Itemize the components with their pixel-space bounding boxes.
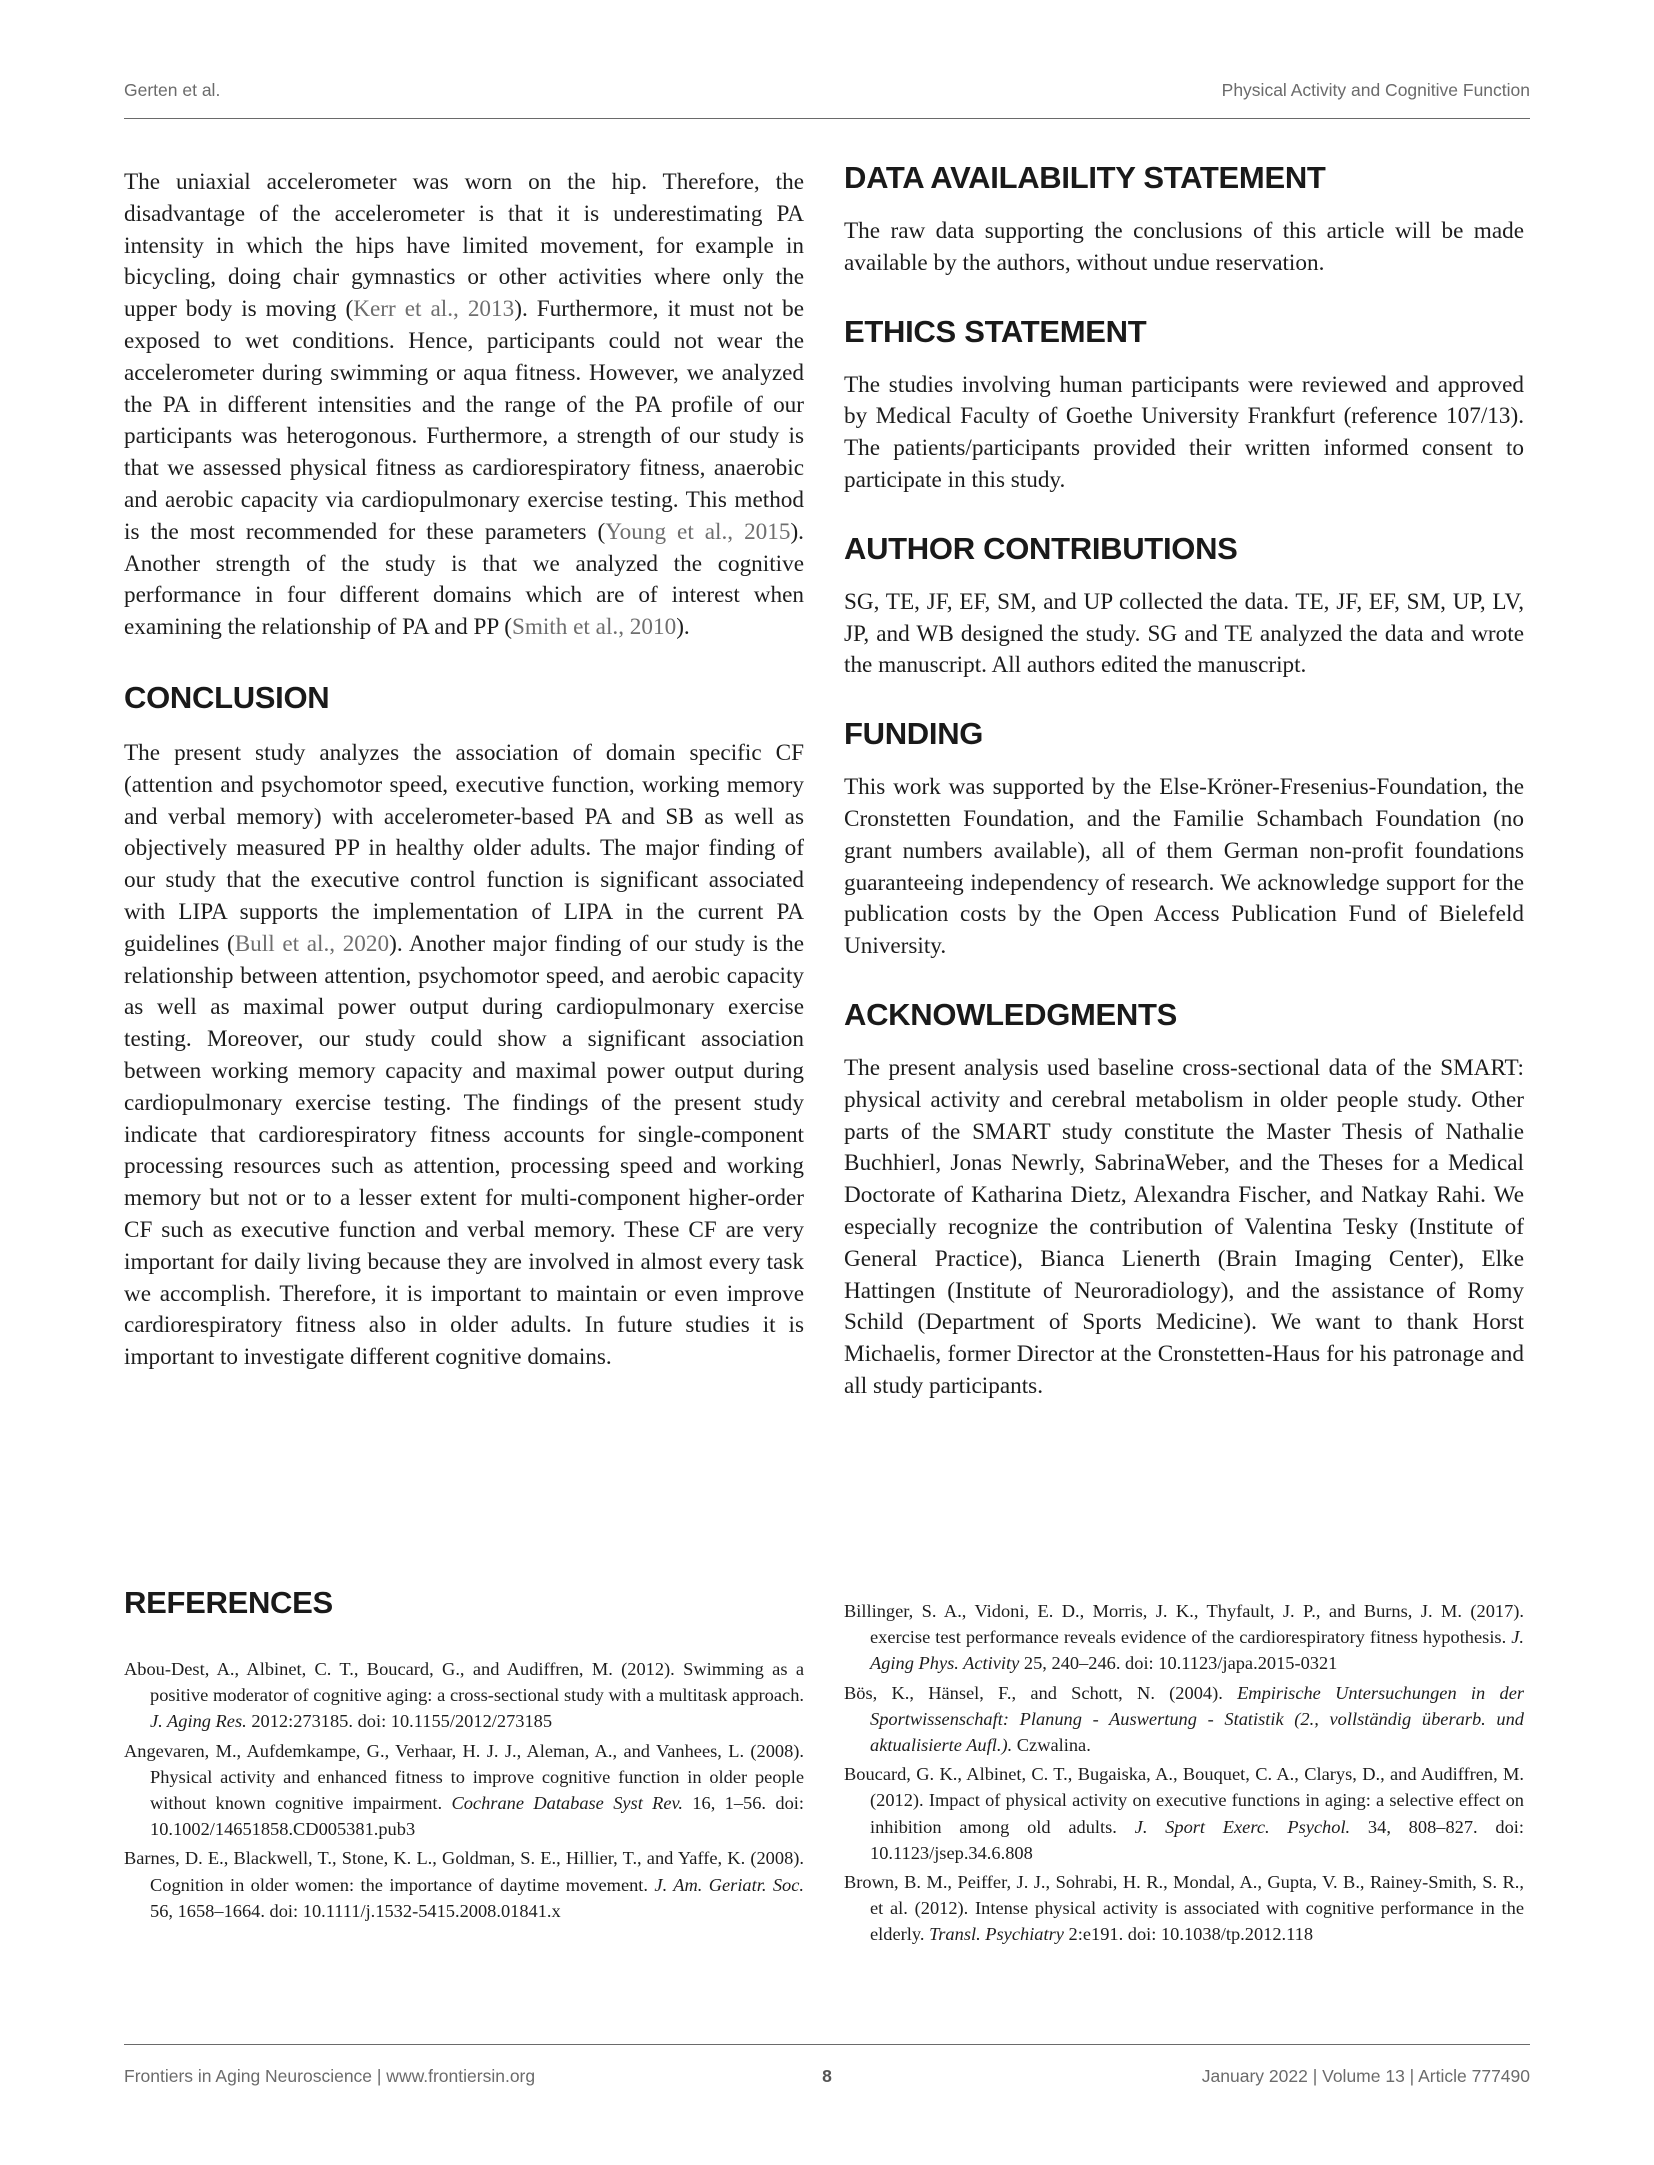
text-run: ). Another strength of the study is that we analyzed the cognitive performance in four different domains which are of interest when examining the relationship of PA and PP ( xyxy=(124,518,804,641)
conclusion-paragraph xyxy=(124,738,804,1374)
data-availability-paragraph: The raw data supporting the conclusions of this article will be made available by the authors, without undue reservation. xyxy=(844,218,1524,276)
ref-text: Brown, B. M., Peiffer, J. J., Sohrabi, H. R., Mondal, A., Gupta, V. B., Rainey-Smith, S. R., et al. (2012). Intense physical activity is associated with cognitive performance in the elderly. xyxy=(844,1872,1524,1945)
ref-text: Barnes, D. E., Blackwell, T., Stone, K. L., Goldman, S. E., Hillier, T., and Yaffe, K. (2008). Cognition in older women: the importance of daytime movement. xyxy=(124,1848,804,1895)
reference-entry xyxy=(844,1680,1524,1759)
citation-link[interactable]: Smith et al., 2010 xyxy=(511,614,677,641)
reference-entry xyxy=(124,1845,804,1924)
reference-entry xyxy=(844,1598,1524,1677)
ref-journal: Cochrane Database Syst Rev. xyxy=(451,1793,683,1814)
acknowledgments-paragraph: The present analysis used baseline cross-sectional data of the SMART: physical activity and cerebral metabolism in older people study. Other parts of the SMART study constitute the Master Thesis of Nathalie Buchhierl, Jonas Newrly, SabrinaWeber, and the Theses for a Medical Doctorate of Katharina Dietz, Alexandra Fischer, and Natkay Rahi. We especially recognize the contribution of Valentina Tesky (Institute of General Practice), Bianca Lienerth (Brain Imaging Center), Elke Hattingen (Institute of Neuroradiology), and the assistance of Romy Schild (Department of Sports Medicine). We want to thank Horst Michaelis, former Director at the Cronstetten-Haus for his patronage and all study participants. xyxy=(844,1054,1524,1399)
text-run: The present study analyzes the association of domain specific CF (attention and psychomotor speed, executive function, working memory and verbal memory) with accelerometer-based PA and SB as well as objectively measured PP in healthy older adults. The major finding of our study that the executive control function is significant associated with LIPA supports the implementation of LIPA in the current PA guidelines ( xyxy=(124,739,804,957)
running-header xyxy=(124,78,1530,102)
ref-journal: Empirische Untersuchungen in der Sportwissenschaft: Planung - Auswertung - Statistik (2., vollständig überarb. und aktualisierte Aufl.). xyxy=(870,1682,1525,1756)
footer-journal-link[interactable]: Frontiers in Aging Neuroscience | www.frontiersin.org xyxy=(124,2065,536,2086)
ref-journal: J. Am. Geriatr. Soc. xyxy=(654,1874,804,1895)
section-heading-ethics: ETHICS STATEMENT xyxy=(844,313,1147,349)
limitations-paragraph xyxy=(124,167,804,644)
footer-issue-info: January 2022 | Volume 13 | Article 777490 xyxy=(1201,2065,1530,2086)
footer-rule xyxy=(124,2044,1530,2045)
ref-text: Billinger, S. A., Vidoni, E. D., Morris, J. K., Thyfault, J. P., and Burns, J. M. (2017). exercise test performance reveals evidence of the cardiorespiratory fitness hypothesis. xyxy=(844,1601,1524,1648)
ref-doi: 56, 1658–1664. doi: 10.1111/j.1532-5415.2008.01841.x xyxy=(150,1900,561,1921)
section-heading-data-availability: DATA AVAILABILITY STATEMENT xyxy=(844,160,1326,195)
funding-paragraph: This work was supported by the Else-Kröner-Fresenius-Foundation, the Cronstetten Foundation, and the Familie Schambach Foundation (no grant numbers available), all of them German non-profit foundations guaranteeing independency of research. We acknowledge support for the publication costs by the Open Access Publication Fund of Bielefeld University. xyxy=(844,774,1524,960)
text-run: ). Furthermore, it must not be exposed to wet conditions. Hence, participants could not wear the accelerometer during swimming or aqua fitness. However, we analyzed the PA in different intensities and the range of the PA profile of our participants was heterogonous. Furthermore, a strength of our study is that we assessed physical fitness as cardiorespiratory fitness, anaerobic and aerobic capacity via cardiopulmonary exercise testing. This method is the most recommended for these parameters ( xyxy=(124,296,804,545)
ethics-paragraph: The studies involving human participants were reviewed and approved by Medical Faculty of Goethe University Frankfurt (reference 107/13). The patients/participants provided their written informed consent to participate in this study. xyxy=(844,371,1524,493)
ref-text: Angevaren, M., Aufdemkampe, G., Verhaar, H. J. J., Aleman, A., and Vanhees, L. (2008). Physical activity and enhanced fitness to improve cognitive function in older people without known cognitive impairment. xyxy=(124,1740,804,1814)
citation-link[interactable]: Bull et al., 2020 xyxy=(234,930,390,957)
left-column xyxy=(124,167,804,1374)
ref-doi: 25, 240–246. doi: 10.1123/japa.2015-0321 xyxy=(1019,1653,1338,1674)
text-run: ). Another major finding of our study is the relationship between attention, psychomotor speed, and aerobic capacity as well as maximal power output during cardiopulmonary exercise testing. Moreover, our study could show a significant association between working memory capacity and maximal power output during cardiopulmonary exercise testing. The findings of the present study indicate that cardiorespiratory fitness accounts for single-component processing resources such as attention, processing speed and working memory but not or to a lesser extent for multi-component higher-order CF such as executive function and verbal memory. These CF are very important for daily living because they are involved in almost every task we accomplish. Therefore, it is important to maintain or even improve cardiorespiratory fitness also in older adults. In future studies it is important to investigate different cognitive domains. xyxy=(124,930,804,1371)
references-right-column xyxy=(844,1598,1524,1951)
section-heading-references: REFERENCES xyxy=(124,1585,333,1620)
ref-doi: 2:e191. doi: 10.1038/tp.2012.118 xyxy=(1063,1924,1314,1945)
ref-text: Bös, K., Hänsel, F., and Schott, N. (2004). xyxy=(844,1682,1238,1703)
section-heading-funding: FUNDING xyxy=(844,716,984,752)
reference-entry xyxy=(844,1761,1524,1866)
page-number: 8 xyxy=(822,2065,832,2086)
author-contributions-paragraph: SG, TE, JF, EF, SM, and UP collected the data. TE, JF, EF, SM, UP, LV, JP, and WB designed the study. SG and TE analyzed the data and wrote the manuscript. All authors edited the manuscript. xyxy=(844,588,1524,679)
citation-link[interactable]: Young et al., 2015 xyxy=(605,518,791,545)
section-heading-conclusion: CONCLUSION xyxy=(124,679,330,715)
ref-journal: Transl. Psychiatry xyxy=(929,1924,1064,1945)
header-short-title: Physical Activity and Cognitive Function xyxy=(1221,79,1530,100)
references-left-column xyxy=(124,1656,804,1927)
ref-journal: J. Sport Exerc. Psychol. xyxy=(1134,1816,1351,1837)
citation-link[interactable]: Kerr et al., 2013 xyxy=(353,296,515,323)
text-run: The uniaxial accelerometer was worn on the hip. Therefore, the disadvantage of the accelerometer is that it is underestimating PA intensity in which the hips have limited movement, for example in bicycling, doing chair gymnastics or other activities where only the upper body is moving ( xyxy=(124,169,804,323)
ref-journal: J. Aging Res. xyxy=(150,1711,247,1732)
section-heading-author-contributions: AUTHOR CONTRIBUTIONS xyxy=(844,530,1238,566)
section-heading-acknowledgments: ACKNOWLEDGMENTS xyxy=(844,996,1178,1032)
ref-doi: 34, 808–827. doi: 10.1123/jsep.34.6.808 xyxy=(870,1816,1525,1863)
ref-text: Abou-Dest, A., Albinet, C. T., Boucard, G., and Audiffren, M. (2012). Swimming as a positive moderator of cognitive aging: a cross-sectional study with a multitask approach. xyxy=(124,1659,804,1706)
ref-text: Boucard, G. K., Albinet, C. T., Bugaiska, A., Bouquet, C. A., Clarys, D., and Audiffren, M. (2012). Impact of physical activity on executive functions in aging: a selective effect on inhibition among old adults. xyxy=(844,1764,1524,1837)
running-footer xyxy=(124,2064,1530,2088)
text-run: ). xyxy=(676,614,690,641)
header-authors: Gerten et al. xyxy=(124,79,221,100)
right-column xyxy=(844,160,1524,1403)
reference-entry xyxy=(124,1656,804,1735)
reference-entry xyxy=(844,1869,1524,1948)
reference-entry xyxy=(124,1738,804,1843)
header-rule xyxy=(124,118,1530,119)
ref-doi: Czwalina. xyxy=(1012,1735,1091,1756)
ref-journal: J. Aging Phys. Activity xyxy=(870,1627,1524,1674)
ref-doi: 16, 1–56. doi: 10.1002/14651858.CD005381.pub3 xyxy=(150,1793,804,1840)
ref-doi: 2012:273185. doi: 10.1155/2012/273185 xyxy=(246,1711,553,1732)
